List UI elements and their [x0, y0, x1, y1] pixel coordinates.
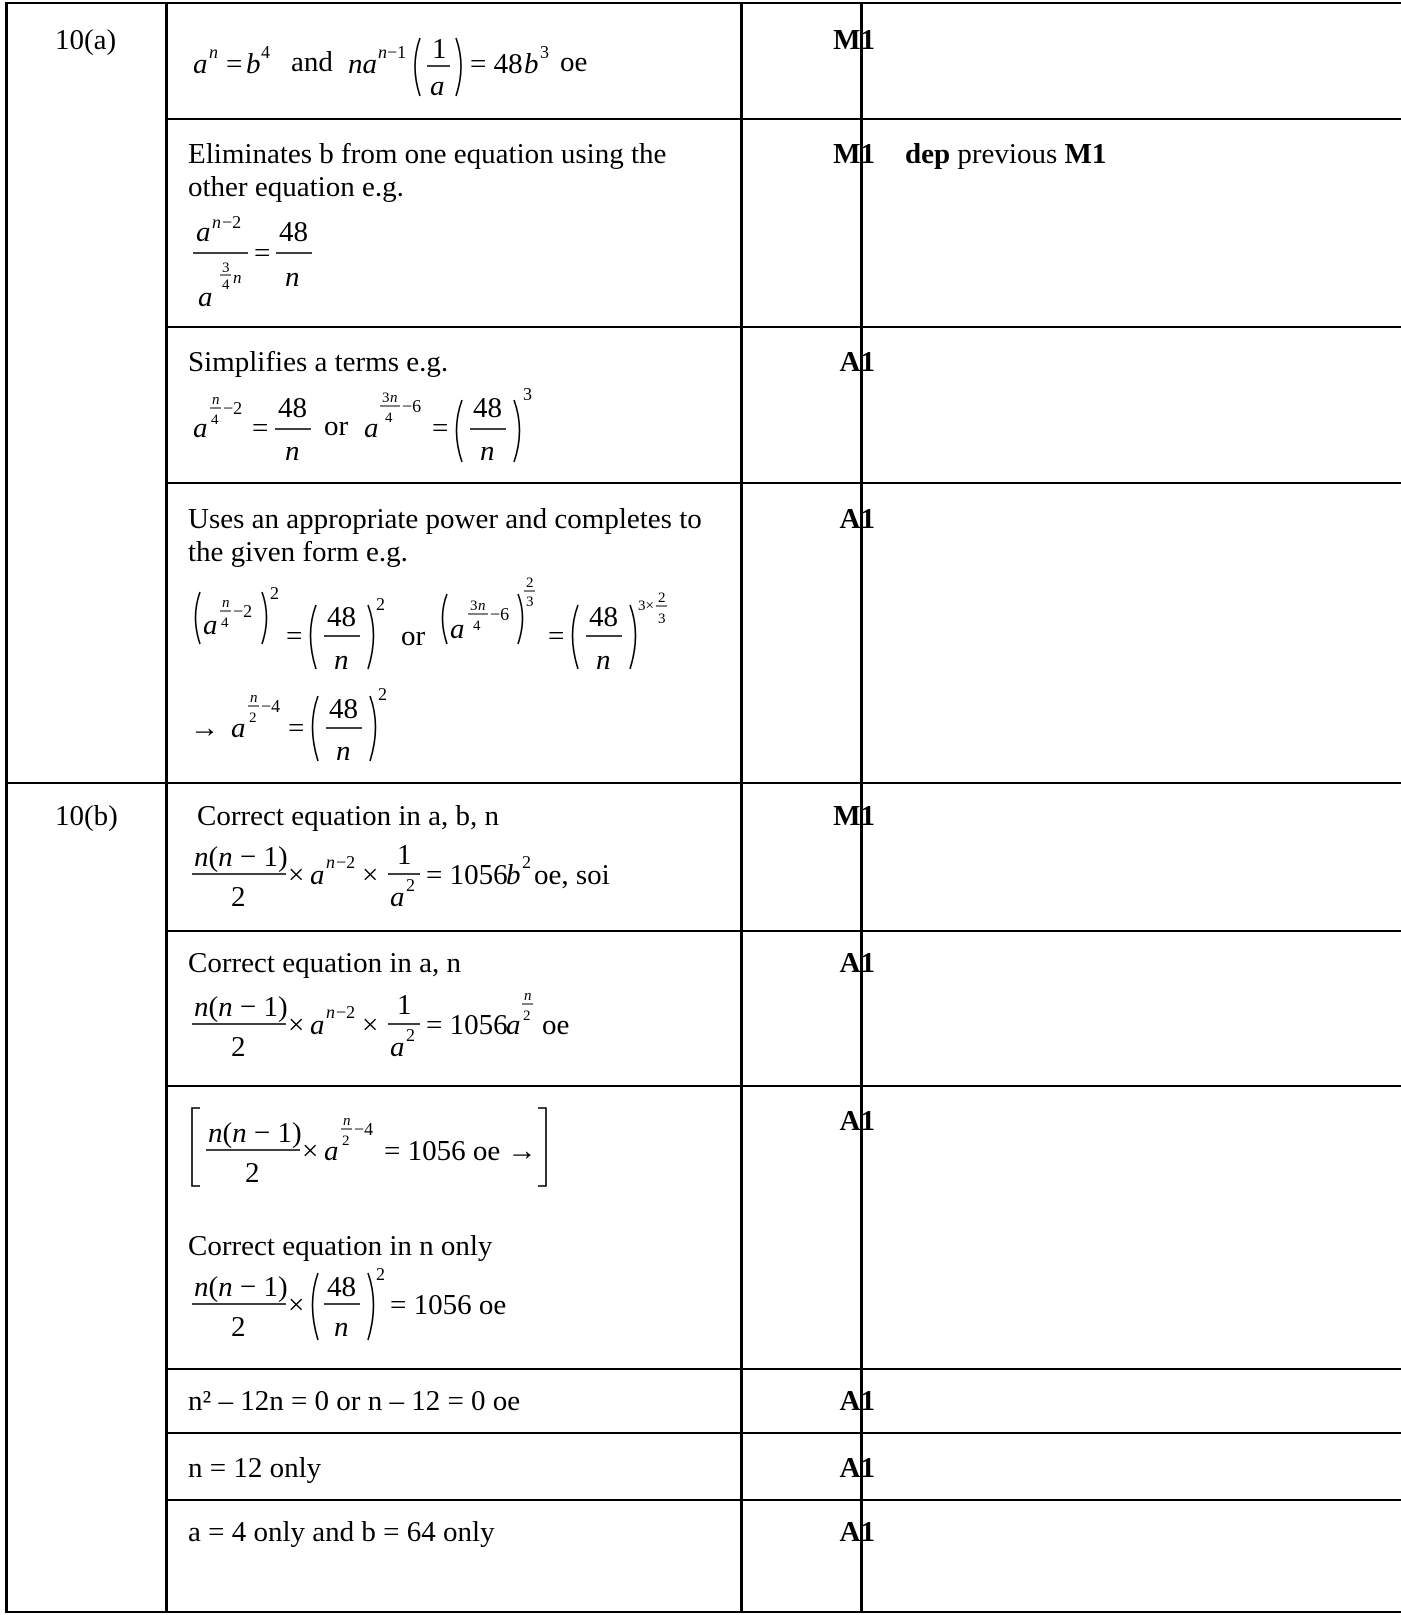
svg-text:or: or	[401, 620, 426, 652]
mark-code: A1	[839, 1516, 875, 1548]
svg-text:48: 48	[279, 216, 308, 248]
svg-text:n(n − 1): n(n − 1)	[194, 841, 288, 873]
column-divider-answer	[165, 2, 168, 1613]
svg-text:oe: oe	[542, 1009, 570, 1041]
mark-code: A1	[839, 346, 875, 378]
svg-text:48: 48	[589, 601, 618, 633]
row-divider	[165, 1432, 1401, 1434]
svg-text:2: 2	[406, 875, 415, 895]
svg-text:n: n	[285, 261, 300, 293]
svg-text:n: n	[285, 435, 300, 467]
svg-text:= 1056 oe: = 1056 oe	[390, 1289, 507, 1321]
svg-text:4: 4	[385, 410, 393, 426]
svg-text:3: 3	[540, 42, 549, 62]
svg-text:= 1056 oe →: = 1056 oe →	[384, 1135, 537, 1167]
svg-text:n: n	[334, 1311, 349, 1343]
svg-text:a: a	[231, 712, 246, 744]
svg-text:48: 48	[327, 1271, 356, 1303]
svg-text:n: n	[222, 595, 230, 611]
question-label: 10(b)	[55, 800, 118, 832]
svg-text:n(n − 1): n(n − 1)	[194, 1271, 288, 1303]
svg-text:a: a	[324, 1135, 339, 1167]
svg-text:×: ×	[362, 1009, 379, 1041]
svg-text:2: 2	[245, 1157, 260, 1189]
svg-text:=: =	[288, 712, 305, 744]
svg-text:n: n	[524, 988, 532, 1004]
svg-text:−2: −2	[233, 601, 253, 621]
svg-text:= 48: = 48	[470, 48, 523, 80]
svg-text:n: n	[212, 392, 220, 408]
svg-text:a: a	[390, 1031, 405, 1063]
row-divider	[165, 118, 1401, 120]
svg-text:oe: oe	[560, 46, 588, 78]
svg-text:−2: −2	[222, 212, 242, 232]
math-expression	[188, 380, 568, 476]
guidance-text: previous	[957, 138, 1058, 170]
math-expression	[188, 206, 388, 318]
svg-text:or: or	[324, 410, 349, 442]
svg-text:2: 2	[376, 1264, 385, 1284]
svg-text:a: a	[196, 216, 211, 248]
svg-text:3: 3	[470, 598, 478, 614]
mark-code: A1	[839, 1105, 875, 1137]
svg-text:a: a	[430, 70, 445, 102]
svg-text:a: a	[198, 281, 213, 313]
svg-text:1: 1	[432, 33, 447, 65]
svg-text:a: a	[193, 412, 208, 444]
svg-text:n: n	[326, 1002, 335, 1022]
svg-text:a: a	[390, 881, 405, 913]
svg-text:n: n	[478, 598, 486, 614]
svg-text:3: 3	[526, 594, 534, 610]
svg-text:n: n	[209, 42, 218, 62]
row-divider	[165, 482, 1401, 484]
answer-text: Correct equation in n only	[188, 1230, 493, 1262]
svg-text:b: b	[506, 859, 521, 891]
svg-text:−1: −1	[387, 42, 407, 62]
svg-text:=: =	[286, 620, 303, 652]
math-expression	[188, 834, 648, 924]
mark-scheme-table	[5, 2, 1401, 1613]
svg-text:→: →	[190, 712, 219, 744]
svg-text:a: a	[203, 609, 218, 641]
svg-text:na: na	[348, 48, 377, 80]
answer-text: Correct equation in a, b, n	[197, 800, 499, 832]
svg-text:n(n − 1): n(n − 1)	[208, 1117, 302, 1149]
svg-text:48: 48	[329, 693, 358, 725]
svg-text:×: ×	[288, 1009, 305, 1041]
svg-text:2: 2	[376, 594, 385, 614]
svg-text:n: n	[390, 390, 398, 406]
math-expression	[188, 984, 608, 1074]
answer-text: n² – 12n = 0 or n – 12 = 0 oe	[188, 1385, 521, 1417]
svg-text:n: n	[336, 735, 351, 767]
svg-text:−6: −6	[490, 604, 510, 624]
svg-text:−4: −4	[354, 1119, 374, 1139]
svg-text:n: n	[343, 1113, 351, 1129]
mark-code: A1	[839, 947, 875, 979]
math-expression	[188, 572, 688, 772]
svg-text:4: 4	[222, 277, 230, 293]
svg-text:2: 2	[231, 1031, 246, 1063]
svg-text:oe, soi: oe, soi	[534, 859, 610, 891]
svg-text:2: 2	[342, 1133, 350, 1149]
svg-text:2: 2	[406, 1025, 415, 1045]
svg-text:48: 48	[278, 392, 307, 424]
svg-text:4: 4	[211, 412, 219, 428]
mark-code: M1	[833, 800, 875, 832]
svg-text:=: =	[432, 412, 449, 444]
question-divider	[5, 782, 1401, 784]
svg-text:4: 4	[261, 42, 270, 62]
svg-text:and: and	[291, 46, 333, 78]
svg-text:2: 2	[378, 684, 387, 704]
svg-text:×: ×	[302, 1135, 319, 1167]
svg-text:×: ×	[288, 859, 305, 891]
mark-code: M1	[833, 138, 875, 170]
svg-text:2: 2	[658, 590, 666, 606]
svg-text:= 1056: = 1056	[426, 1009, 508, 1041]
svg-text:2: 2	[231, 881, 246, 913]
svg-text:2: 2	[522, 852, 531, 872]
svg-text:n: n	[326, 852, 335, 872]
svg-text:a: a	[364, 412, 379, 444]
svg-text:2: 2	[526, 575, 534, 591]
svg-text:n: n	[480, 435, 495, 467]
svg-text:3: 3	[222, 260, 230, 276]
svg-text:a: a	[193, 48, 208, 80]
guidance-keyword: dep	[905, 138, 951, 170]
svg-text:1: 1	[397, 839, 412, 871]
svg-text:1: 1	[397, 989, 412, 1021]
svg-text:2: 2	[231, 1311, 246, 1343]
svg-text:n: n	[233, 268, 242, 287]
svg-text:a: a	[310, 859, 325, 891]
svg-text:−2: −2	[336, 1002, 356, 1022]
svg-text:×: ×	[288, 1289, 305, 1321]
answer-text: Uses an appropriate power and completes to the given form e.g.	[188, 503, 702, 569]
svg-text:n(n − 1): n(n − 1)	[194, 991, 288, 1023]
svg-text:3×: 3×	[638, 598, 654, 614]
math-expression	[188, 1102, 588, 1192]
mark-code: A1	[839, 503, 875, 535]
answer-text: a = 4 only and b = 64 only	[188, 1516, 495, 1548]
svg-text:48: 48	[473, 392, 502, 424]
row-divider	[165, 1499, 1401, 1501]
row-divider	[165, 1085, 1401, 1087]
svg-text:48: 48	[327, 601, 356, 633]
svg-text:n: n	[378, 42, 387, 62]
answer-text: Simplifies a terms e.g.	[188, 346, 449, 378]
svg-text:2: 2	[270, 583, 279, 603]
svg-text:2: 2	[249, 710, 257, 726]
math-expression	[188, 1264, 548, 1354]
svg-text:−6: −6	[402, 396, 422, 416]
table-border-left	[5, 2, 8, 1613]
svg-text:−4: −4	[261, 696, 281, 716]
svg-text:−2: −2	[223, 398, 243, 418]
svg-text:=: =	[226, 48, 243, 80]
mark-code: A1	[839, 1385, 875, 1417]
svg-text:=: =	[548, 620, 565, 652]
svg-text:n: n	[212, 212, 221, 232]
svg-text:= 1056: = 1056	[426, 859, 508, 891]
svg-text:−2: −2	[336, 852, 356, 872]
svg-text:=: =	[252, 412, 269, 444]
row-divider	[165, 1368, 1401, 1370]
column-divider-marks	[740, 2, 743, 1613]
svg-text:a: a	[450, 613, 465, 645]
guidance-note	[905, 138, 1106, 171]
table-border-bottom	[5, 1611, 1401, 1613]
table-border-top	[5, 2, 1401, 4]
svg-text:b: b	[524, 48, 539, 80]
svg-text:n: n	[596, 644, 611, 676]
row-divider	[165, 326, 1401, 328]
mark-code: A1	[839, 1452, 875, 1484]
svg-text:3: 3	[523, 384, 532, 404]
guidance-mark: M1	[1064, 138, 1107, 170]
svg-text:a: a	[310, 1009, 325, 1041]
answer-text: Eliminates b from one equation using the other equation e.g.	[188, 138, 667, 204]
svg-text:3: 3	[382, 390, 390, 406]
svg-text:a: a	[506, 1009, 521, 1041]
svg-text:2: 2	[523, 1008, 531, 1024]
svg-text:=: =	[254, 237, 271, 269]
question-label: 10(a)	[55, 24, 117, 56]
answer-text: n = 12 only	[188, 1452, 322, 1484]
svg-text:3: 3	[658, 611, 666, 627]
answer-text: Correct equation in a, n	[188, 947, 461, 979]
row-divider	[165, 930, 1401, 932]
svg-text:×: ×	[362, 859, 379, 891]
math-expression	[188, 16, 708, 112]
svg-text:n: n	[334, 644, 349, 676]
svg-text:b: b	[246, 48, 261, 80]
svg-text:n: n	[250, 690, 258, 706]
svg-text:4: 4	[221, 615, 229, 631]
svg-text:4: 4	[473, 618, 481, 634]
mark-code: M1	[833, 24, 875, 56]
